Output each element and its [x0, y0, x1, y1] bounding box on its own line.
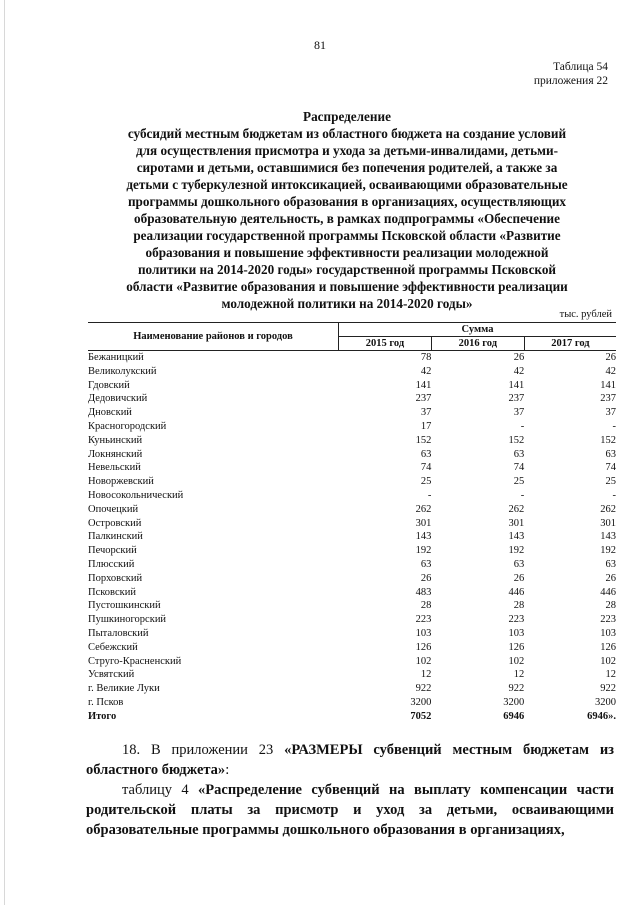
value-2016-cell: 126: [508, 641, 525, 653]
value-2015-cell: 37: [420, 407, 432, 419]
table-row: [88, 682, 616, 696]
table-row: [88, 489, 616, 503]
value-2015-cell: 102: [415, 655, 432, 667]
value-2016-cell: 63: [513, 448, 525, 460]
value-2015-cell: 74: [420, 462, 432, 474]
value-2015-cell: 25: [420, 476, 432, 488]
paragraph-table4-bold: «Распределение субвенций на выплату компенсации части родительской платы за присмотр и уход за детьми, осваивающими образовательные программы дошкольного образования в организациях,: [86, 782, 614, 838]
district-name-cell: г. Великие Луки: [88, 683, 160, 695]
page-number: 81: [314, 38, 326, 52]
table-row: [88, 420, 616, 434]
value-2017-cell: 42: [605, 365, 616, 377]
table-row: [88, 406, 616, 420]
table-row: [88, 641, 616, 655]
district-name-cell: Куньинский: [88, 434, 143, 446]
value-2016-cell: 141: [508, 379, 525, 391]
value-2017-cell: 237: [600, 393, 616, 405]
value-2015-cell: 78: [420, 352, 432, 363]
title-line: образования и повышение эффективности реализации молодежной: [145, 245, 549, 260]
title-line: области «Развитие образования и повышение эффективности реализации: [126, 279, 568, 294]
table-row: [88, 572, 616, 586]
table-row: [88, 379, 616, 393]
table-row: [88, 365, 616, 379]
paragraph-18-prefix: 18. В приложении 23: [122, 742, 285, 758]
table-row: [88, 544, 616, 558]
table-row: [88, 627, 616, 641]
district-name-cell: Псковский: [88, 586, 136, 598]
district-name-cell: Дедовичский: [88, 393, 148, 405]
value-2016-cell: 192: [508, 545, 525, 557]
table-row: [88, 434, 616, 448]
district-name-cell: Невельский: [88, 462, 141, 474]
value-2016-cell: -: [520, 489, 525, 501]
table-row: [88, 351, 616, 365]
value-2017-cell: 102: [600, 655, 616, 667]
value-2015-cell: 63: [420, 558, 432, 570]
district-name-cell: Палкинский: [88, 531, 143, 543]
value-2016-cell: 74: [513, 462, 525, 474]
value-2016-cell: 3200: [503, 696, 525, 708]
district-name-cell: Пыталовский: [88, 627, 149, 639]
value-2017-cell: -: [612, 489, 616, 501]
district-name-cell: Итого: [88, 710, 117, 722]
value-2017-cell: 37: [605, 407, 616, 419]
value-2015-cell: 3200: [410, 696, 432, 708]
value-2016-cell: 63: [513, 558, 525, 570]
table-reference: [534, 60, 608, 88]
table-ref-line2: приложения 22: [533, 75, 608, 87]
value-2017-cell: 141: [600, 379, 616, 391]
distribution-table: [88, 322, 616, 724]
value-2017-cell: 103: [600, 627, 616, 639]
district-name-cell: Островский: [88, 517, 142, 529]
title-line: субсидий местным бюджетам из областного бюджета на создание условий: [127, 126, 567, 141]
value-2015-cell: 141: [415, 379, 432, 391]
value-2015-cell: 301: [415, 517, 432, 529]
value-2016-cell: 446: [508, 586, 525, 598]
value-2015-cell: 17: [420, 420, 432, 432]
table-row: [88, 655, 616, 669]
value-2017-cell: 143: [600, 531, 616, 543]
value-2016-cell: 6946: [503, 710, 525, 722]
table-row: [88, 613, 616, 627]
value-2016-cell: 143: [508, 531, 525, 543]
value-2016-cell: 12: [513, 669, 525, 681]
value-2015-cell: 126: [415, 641, 432, 653]
value-2015-cell: 262: [415, 503, 432, 515]
paragraph-18-suffix: :: [225, 762, 230, 778]
district-name-cell: Новоржевский: [88, 476, 154, 488]
table-row: [88, 599, 616, 613]
value-2017-cell: 26: [605, 572, 616, 584]
title-line: образовательную деятельность, в рамках подпрограммы «Обеспечение: [134, 211, 560, 226]
title-line: Распределение: [303, 109, 391, 124]
total-row: [88, 710, 616, 724]
district-name-cell: Печорский: [88, 545, 137, 557]
value-2015-cell: 483: [415, 586, 432, 598]
district-name-cell: Локнянский: [88, 448, 143, 460]
value-2016-cell: 922: [508, 683, 525, 695]
value-2016-cell: 42: [513, 365, 525, 377]
table-ref-line1: Таблица 54: [553, 61, 608, 73]
value-2016-cell: 152: [508, 434, 525, 446]
title-line: детьми с туберкулезной интоксикацией, осваивающими образовательные: [126, 177, 568, 192]
value-2017-cell: 26: [605, 352, 616, 363]
value-2016-cell: 237: [508, 393, 525, 405]
table-row: [88, 461, 616, 475]
value-2017-cell: 28: [605, 600, 616, 612]
paragraph-table4: [86, 780, 614, 840]
title-line: политики на 2014-2020 годы» государственной программы Псковской: [137, 262, 557, 277]
value-2015-cell: 922: [415, 683, 432, 695]
paragraph-table4-prefix: таблицу 4: [122, 782, 199, 798]
table-row: [88, 586, 616, 600]
units-label: тыс. рублей: [559, 309, 612, 320]
value-2017-cell: 25: [605, 476, 616, 488]
table-row: [88, 696, 616, 710]
value-2015-cell: 63: [420, 448, 432, 460]
value-2016-cell: 102: [508, 655, 525, 667]
column-header-2016: 2016 год: [431, 337, 524, 351]
value-2015-cell: 28: [420, 600, 432, 612]
paragraph-18: [86, 740, 614, 780]
value-2016-cell: 26: [513, 572, 525, 584]
table-row: [88, 517, 616, 531]
value-2017-cell: 3200: [595, 696, 616, 708]
value-2017-cell: 152: [600, 434, 616, 446]
value-2017-cell: 446: [600, 586, 616, 598]
district-name-cell: Опочецкий: [88, 503, 139, 515]
value-2015-cell: 237: [415, 393, 432, 405]
value-2017-cell: 301: [600, 517, 616, 529]
value-2015-cell: -: [427, 489, 432, 501]
district-name-cell: Плюсский: [88, 558, 135, 570]
paragraph-18-bold: «РАЗМЕРЫ субвенций местным бюджетам из областного бюджета»: [86, 742, 614, 778]
column-header-sum: Сумма: [339, 323, 617, 337]
value-2015-cell: 103: [415, 627, 432, 639]
value-2017-cell: 6946».: [587, 710, 616, 722]
column-header-name: Наименование районов и городов: [88, 323, 339, 351]
district-name-cell: Пустошкинский: [88, 600, 161, 612]
value-2015-cell: 7052: [410, 710, 432, 722]
district-name-cell: Пушкиногорский: [88, 614, 167, 626]
district-name-cell: Себежский: [88, 641, 138, 653]
title-line: сиротами и детьми, оставшимися без попечения родителей, а также за: [136, 160, 558, 175]
document-title: [105, 108, 589, 312]
title-line: молодежной политики на 2014-2020 годы»: [221, 296, 473, 311]
district-name-cell: г. Псков: [88, 696, 124, 708]
district-name-cell: Великолукский: [88, 365, 157, 377]
value-2017-cell: 192: [600, 545, 616, 557]
value-2017-cell: 63: [605, 448, 616, 460]
district-name-cell: Бежаницкий: [88, 352, 144, 363]
value-2017-cell: 126: [600, 641, 616, 653]
table-row: [88, 475, 616, 489]
table-row: [88, 392, 616, 406]
value-2016-cell: 103: [508, 627, 525, 639]
table-row: [88, 503, 616, 517]
value-2015-cell: 143: [415, 531, 432, 543]
district-name-cell: Усвятский: [88, 669, 135, 681]
district-name-cell: Красногородский: [88, 420, 167, 432]
table-row: [88, 558, 616, 572]
table-row: [88, 668, 616, 682]
value-2016-cell: 301: [508, 517, 525, 529]
column-header-2015: 2015 год: [339, 337, 432, 351]
value-2017-cell: 63: [605, 558, 616, 570]
district-name-cell: Струго-Красненский: [88, 655, 182, 667]
value-2015-cell: 26: [420, 572, 432, 584]
value-2016-cell: 223: [508, 614, 525, 626]
value-2016-cell: 26: [513, 352, 525, 363]
district-name-cell: Порховский: [88, 572, 143, 584]
district-name-cell: Дновский: [88, 407, 132, 419]
value-2017-cell: 223: [600, 614, 616, 626]
district-name-cell: Новосокольнический: [88, 489, 184, 501]
value-2017-cell: 12: [605, 669, 616, 681]
value-2015-cell: 42: [420, 365, 432, 377]
value-2016-cell: -: [520, 420, 525, 432]
value-2016-cell: 37: [513, 407, 525, 419]
value-2015-cell: 192: [415, 545, 432, 557]
table-row: [88, 530, 616, 544]
value-2017-cell: 262: [600, 503, 616, 515]
title-line: для осуществления присмотра и ухода за детьми-инвалидами, детьми-: [135, 143, 559, 158]
value-2016-cell: 28: [513, 600, 525, 612]
page-edge-line: [4, 0, 5, 905]
value-2015-cell: 152: [415, 434, 432, 446]
table-row: [88, 448, 616, 462]
value-2015-cell: 223: [415, 614, 432, 626]
table-body: [88, 351, 616, 724]
title-line: реализации государственной программы Псковской области «Развитие: [133, 228, 561, 243]
column-header-2017: 2017 год: [524, 337, 616, 351]
value-2015-cell: 12: [420, 669, 432, 681]
value-2016-cell: 25: [513, 476, 525, 488]
district-name-cell: Гдовский: [88, 379, 130, 391]
value-2017-cell: -: [612, 420, 616, 432]
value-2016-cell: 262: [508, 503, 525, 515]
value-2017-cell: 74: [605, 462, 616, 474]
value-2017-cell: 922: [600, 683, 616, 695]
title-line: программы дошкольного образования в организациях, осуществляющих: [127, 194, 567, 209]
